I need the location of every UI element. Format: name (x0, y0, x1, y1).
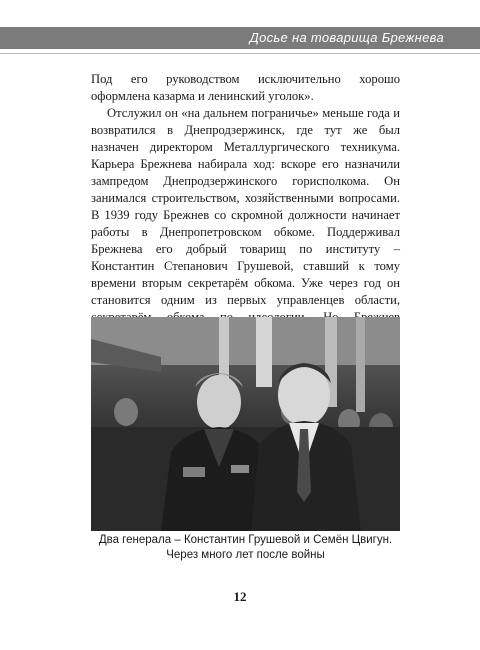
running-header (0, 27, 480, 49)
header-divider (0, 53, 480, 54)
caption-line-2: Через много лет после войны (166, 549, 325, 561)
caption-line-1: Два генерала – Константин Грушевой и Семён Цвигун. (98, 534, 393, 546)
photo-image (91, 317, 400, 531)
photo-two-generals (91, 317, 400, 531)
photo-caption (80, 533, 411, 563)
page-number: 12 (233, 589, 247, 604)
paragraph-2: Отслужил он «на дальнем пограничье» меньше года и возвратился в Днепродзержинск, где тут же был назначен директором Металлургического техникума. Карьера Брежнева набирала ход: вскоре его назначили зампредом Днепродзержинского горисполкома. Он занимался строительством, хозяйственными вопросами. В 1939 году Брежнев со скромной должности начинает работы в Днепропетровском обкоме. Поддерживал Брежнева его добрый товарищ по институту – Константин Степанович Грушевой, ставший к тому времени вторым секретарём обкома. Уже через год он становится одним из первых управленцев области, (91, 106, 400, 307)
paragraph-1: Под его руководством исключительно хорошо оформлена казарма и ленинский уголок». (91, 72, 400, 103)
running-header-title: Досье на товарища Брежнева (249, 30, 444, 45)
